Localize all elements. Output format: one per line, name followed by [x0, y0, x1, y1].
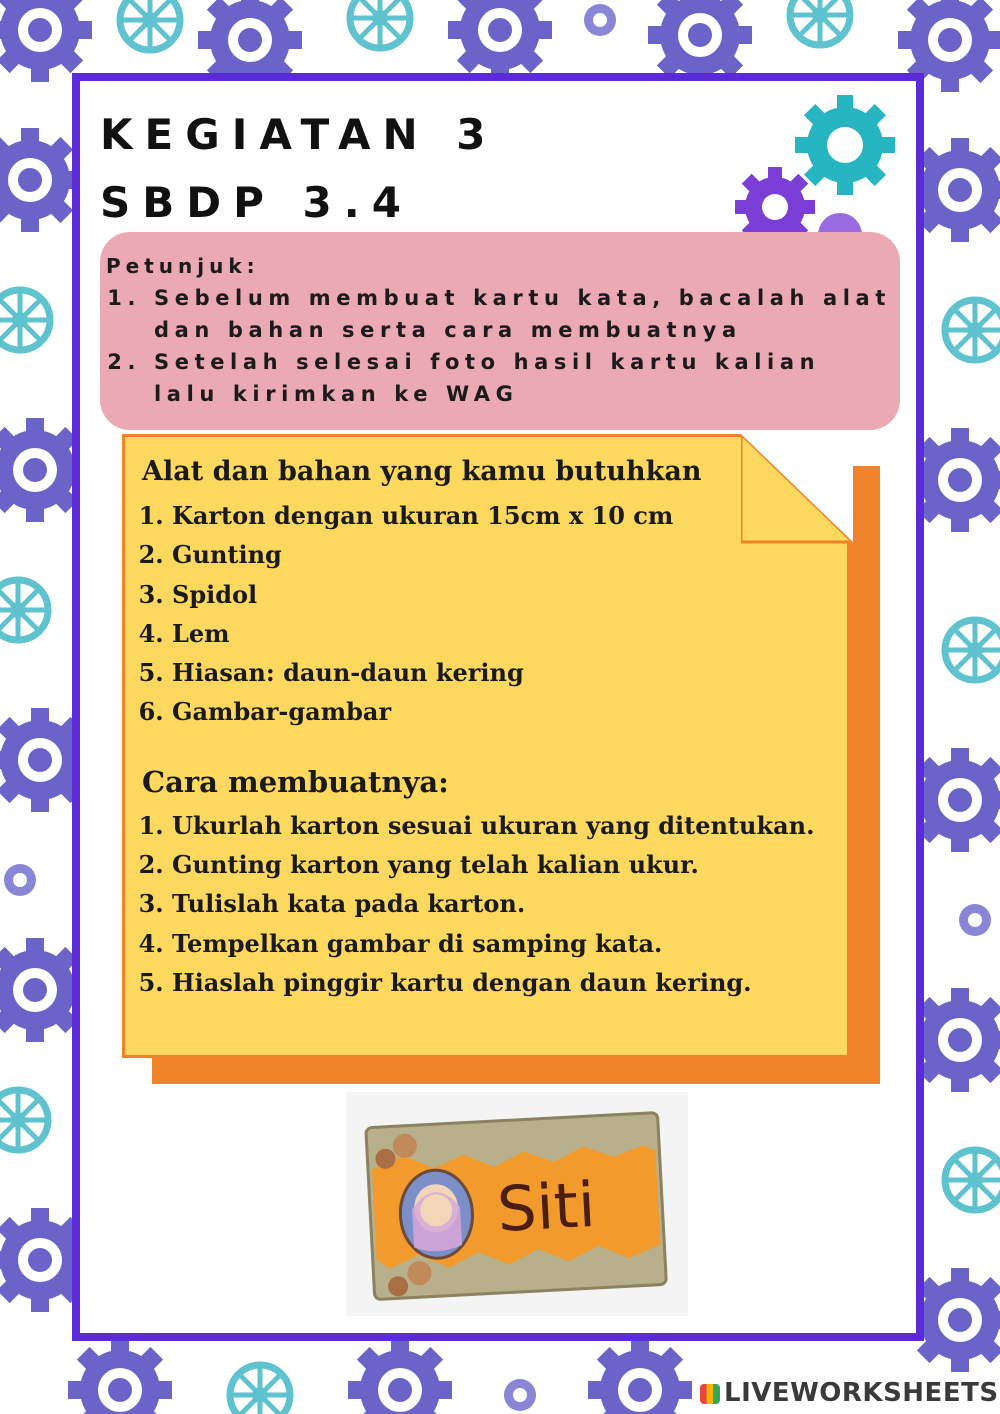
instruction-item: 1. Sebelum membuat kartu kata, bacalah alat dan bahan serta cara membuatnya	[154, 282, 892, 346]
note-content	[142, 452, 842, 1002]
liveworksheets-logo-icon	[700, 1384, 720, 1404]
step-item: 5. Hiaslah pinggir kartu dengan daun kering.	[172, 963, 842, 1002]
material-item: 5. Hiasan: daun-daun kering	[172, 653, 842, 692]
material-item: 6. Gambar-gambar	[172, 692, 842, 731]
activity-title: KEGIATAN 3	[100, 110, 498, 159]
materials-heading: Alat dan bahan yang kamu butuhkan	[142, 456, 702, 487]
instructions-label: Petunjuk:	[106, 254, 260, 278]
instruction-item: 2. Setelah selesai foto hasil kartu kalian lalu kirimkan ke WAG	[154, 346, 892, 410]
materials-list	[142, 496, 842, 732]
watermark-text: LIVEWORKSHEETS	[724, 1378, 999, 1408]
step-item: 4. Tempelkan gambar di samping kata.	[172, 924, 842, 963]
material-item: 2. Gunting	[172, 535, 842, 574]
step-item: 1. Ukurlah karton sesuai ukuran yang ditentukan.	[172, 806, 842, 845]
material-item: 3. Spidol	[172, 575, 842, 614]
gears-icon	[730, 95, 910, 255]
material-item: 4. Lem	[172, 614, 842, 653]
subject-code: SBDP 3.4	[100, 178, 413, 227]
step-item: 3. Tulislah kata pada karton.	[172, 884, 842, 923]
steps-list	[142, 806, 842, 1002]
steps-heading: Cara membuatnya:	[142, 764, 449, 799]
instructions-box	[100, 232, 900, 430]
step-item: 2. Gunting karton yang telah kalian ukur.	[172, 845, 842, 884]
watermark	[700, 1378, 999, 1408]
card-name: Siti	[495, 1167, 598, 1246]
example-word-card	[346, 1092, 688, 1316]
material-item: 1. Karton dengan ukuran 15cm x 10 cm	[172, 496, 842, 535]
instructions-list	[106, 282, 892, 410]
